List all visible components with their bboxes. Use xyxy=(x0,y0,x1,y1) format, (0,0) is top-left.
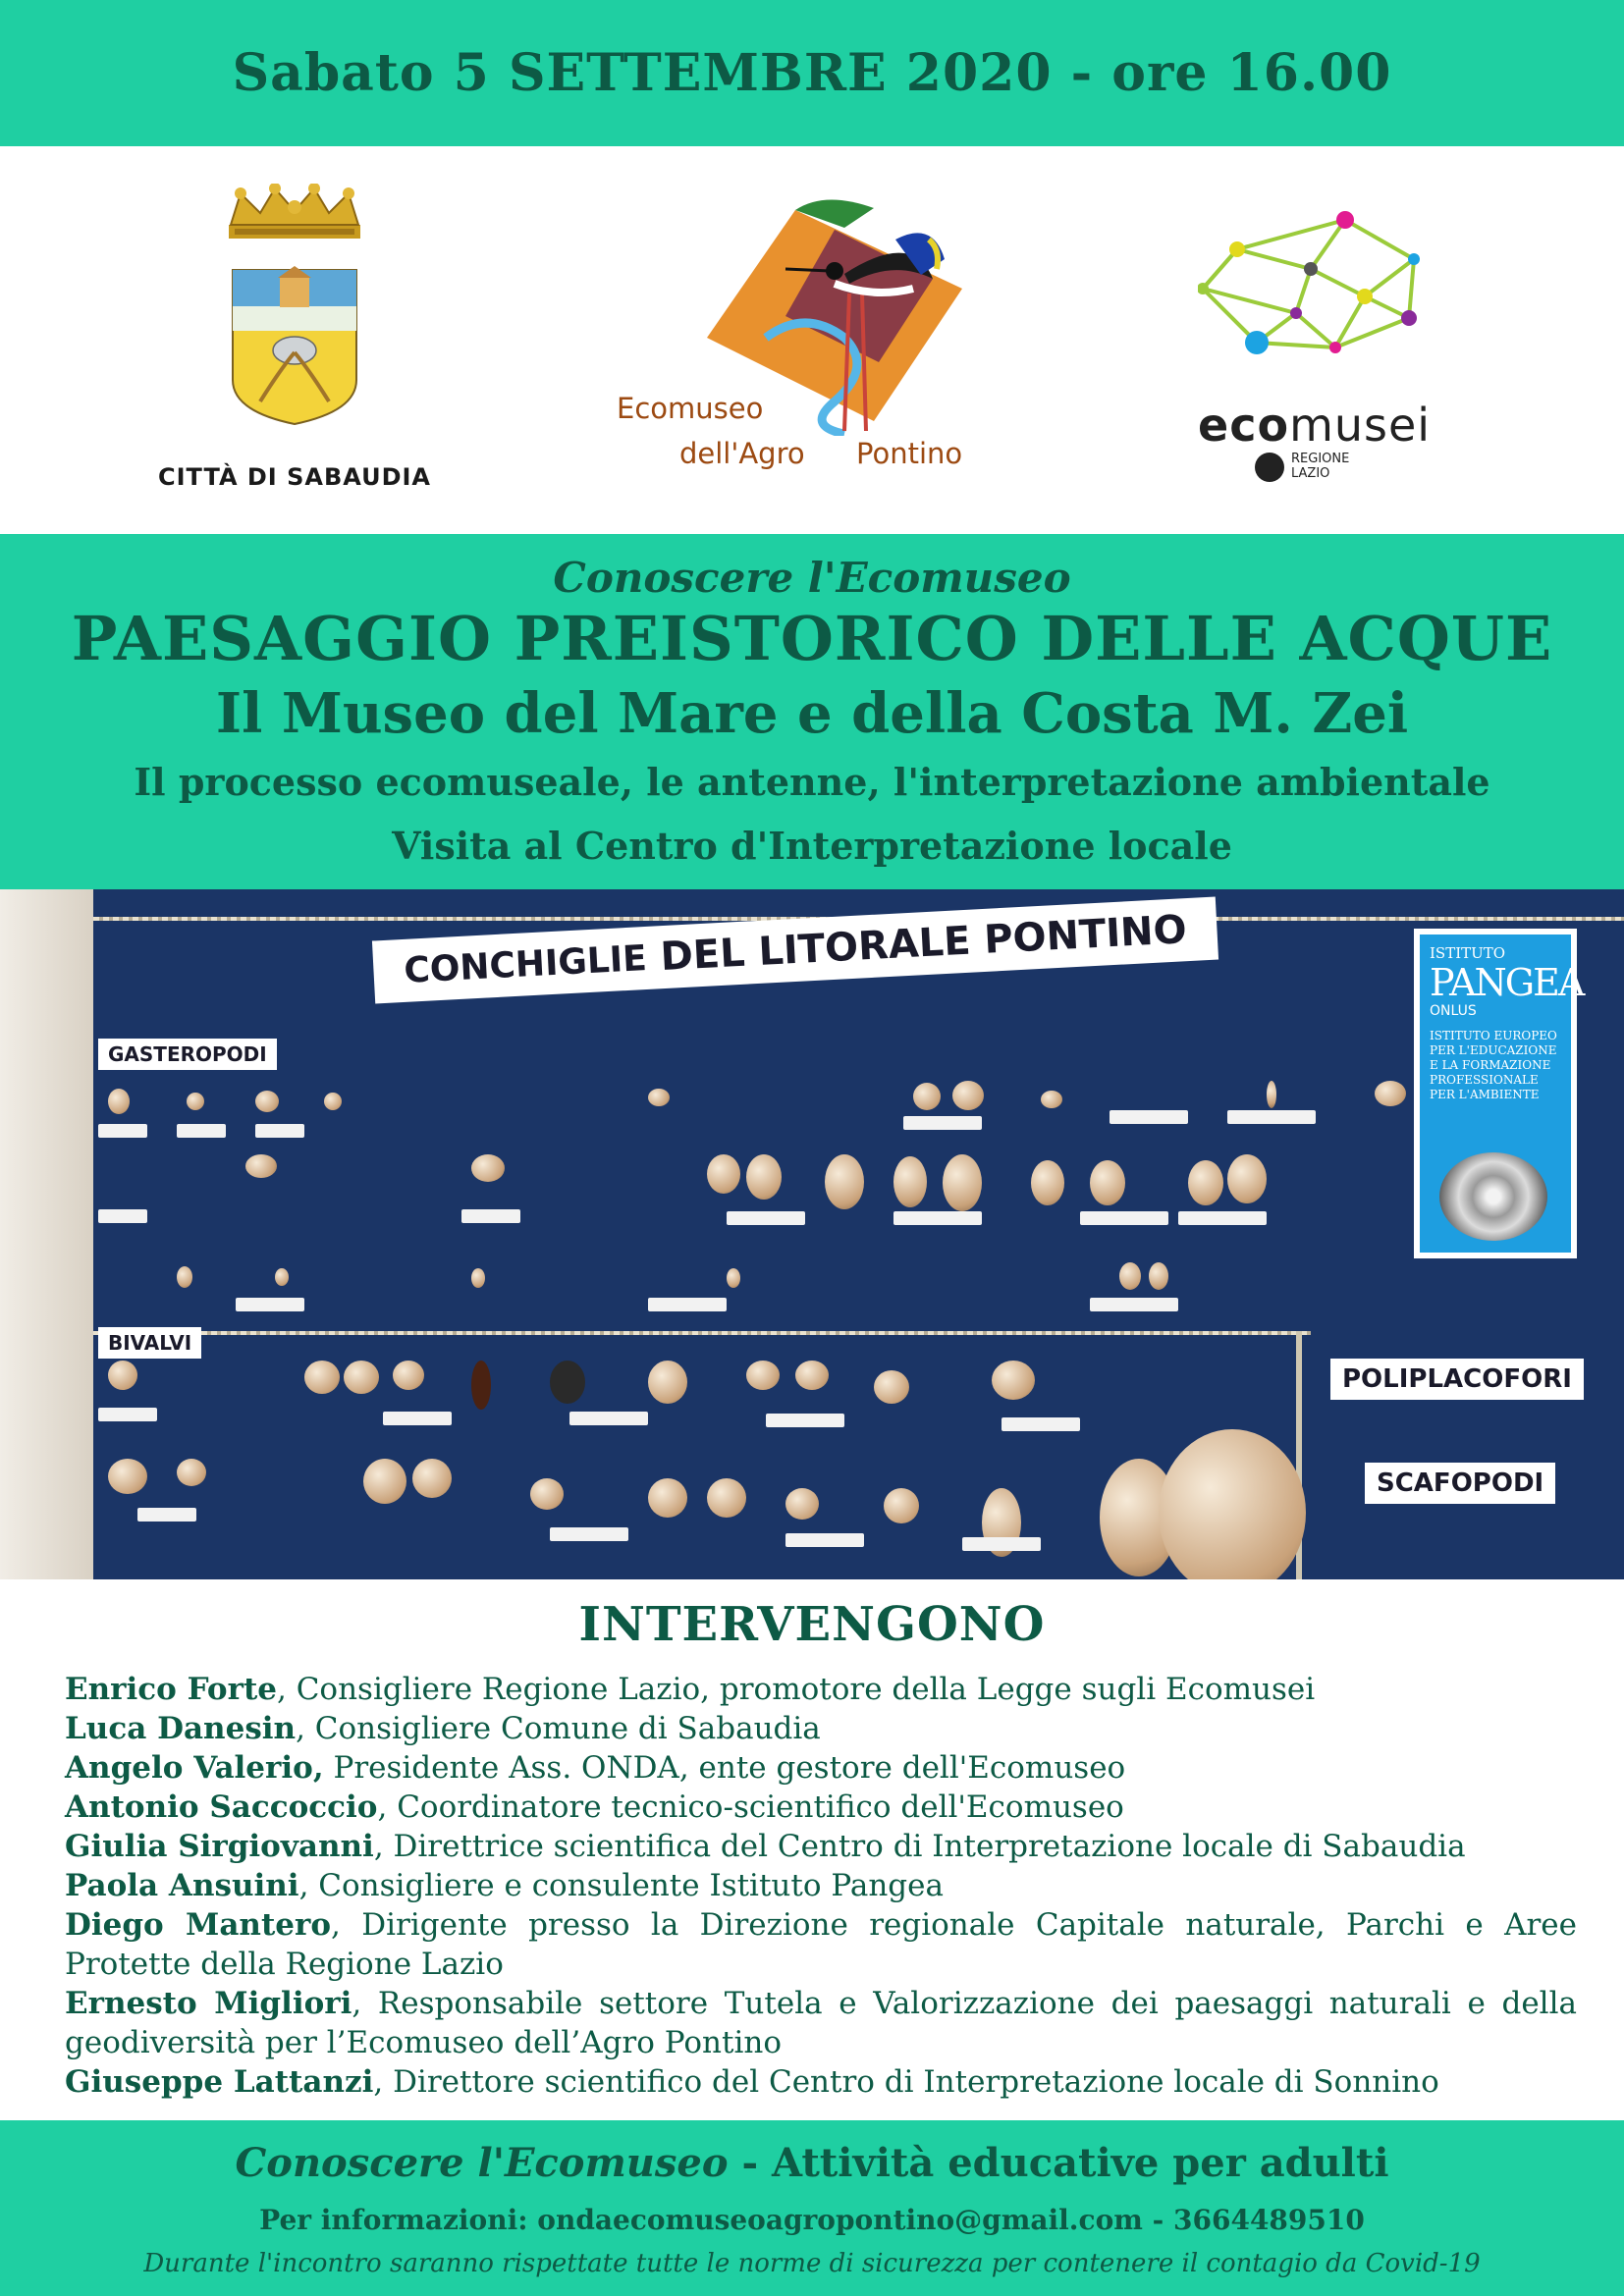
ecomuseo-label-line2: dell'Agro xyxy=(679,437,805,470)
title-line4: Visita al Centro d'Interpretazione locale xyxy=(392,824,1232,868)
pangea-desc1: ISTITUTO EUROPEO xyxy=(1430,1029,1557,1042)
speakers-section xyxy=(0,1579,1624,2120)
program-rest: - Attività educative per adulti xyxy=(728,2140,1389,2186)
pangea-desc2: PER L'EDUCAZIONE xyxy=(1430,1043,1557,1057)
speakers-heading: INTERVENGONO xyxy=(578,1597,1046,1652)
program-italic: Conoscere l'Ecomuseo xyxy=(235,2140,729,2186)
speaker-role: Presidente Ass. ONDA, ente gestore dell'Ecomuseo xyxy=(323,1750,1126,1786)
safety-note: Durante l'incontro saranno rispettate tutte le norme di sicurezza per contenere il contagio da Covid-19 xyxy=(143,2249,1481,2278)
logos-row xyxy=(0,146,1624,534)
scafopodi-label: SCAFOPODI xyxy=(1365,1463,1555,1504)
bivalvi-label: BIVALVI xyxy=(98,1327,201,1359)
footer-banner xyxy=(0,2120,1624,2296)
speaker-row xyxy=(65,1748,1577,1788)
speaker-name: Ernesto Migliori xyxy=(65,1986,352,2021)
speaker-role: , Dirigente presso la Direzione regionale Capitale naturale, Parchi e Aree Protette della Regione Lazio xyxy=(65,1907,1577,1982)
speaker-name: Paola Ansuini xyxy=(65,1868,299,1903)
pangea-desc4: PROFESSIONALE xyxy=(1430,1073,1539,1087)
ecomusei-wordmark: ecomusei xyxy=(1198,399,1432,452)
speaker-role: , Responsabile settore Tutela e Valorizzazione dei paesaggi naturali e della geodiversità per l’Ecomuseo dell’Agro Pontino xyxy=(65,1986,1577,2060)
pangea-name: PANGEA xyxy=(1430,961,1584,1004)
badge-line1: REGIONE xyxy=(1291,452,1350,466)
speaker-name: Enrico Forte xyxy=(65,1672,277,1707)
speaker-row xyxy=(65,1827,1577,1866)
regione-lazio-badge xyxy=(1291,452,1349,481)
speaker-row xyxy=(65,1984,1577,2062)
speaker-row xyxy=(65,1866,1577,1905)
wall-edge xyxy=(0,889,93,1579)
shell-row-4 xyxy=(98,1361,1571,1439)
speaker-row xyxy=(65,1670,1577,1709)
poliplacofori-label: POLIPLACOFORI xyxy=(1330,1359,1584,1400)
title-line3: Il processo ecomuseale, le antenne, l'interpretazione ambientale xyxy=(134,760,1490,804)
sabaudia-label: CITTÀ DI SABAUDIA xyxy=(157,463,431,491)
program-line xyxy=(0,2140,1624,2186)
shell-row-5 xyxy=(98,1459,1571,1557)
speaker-name: Antonio Saccoccio xyxy=(65,1789,378,1825)
sabaudia-coat-of-arms-icon xyxy=(221,184,368,439)
date-banner xyxy=(0,0,1624,146)
title-sub: Il Museo del Mare e della Costa M. Zei xyxy=(215,681,1409,746)
board-title-b: DEL LITORALE PONTINO xyxy=(659,907,1188,981)
shell-row-3 xyxy=(98,1262,1571,1321)
event-date-time: Sabato 5 SETTEMBRE 2020 - ore 16.00 xyxy=(232,43,1392,103)
speaker-row xyxy=(65,1709,1577,1748)
speaker-row xyxy=(65,2062,1577,2102)
board-title xyxy=(372,897,1218,1004)
title-main: PAESAGGIO PREISTORICO DELLE ACQUE xyxy=(71,603,1553,674)
speaker-name: Giulia Sirgiovanni xyxy=(65,1829,374,1864)
speaker-role: , Direttore scientifico del Centro di Interpretazione locale di Sonnino xyxy=(373,2064,1439,2100)
speaker-role: , Consigliere e consulente Istituto Pangea xyxy=(298,1868,944,1903)
badge-line2: LAZIO xyxy=(1291,466,1330,481)
gasteropodi-label: GASTEROPODI xyxy=(98,1039,277,1070)
shell-row-1 xyxy=(98,1081,1571,1140)
speaker-name: Diego Mantero xyxy=(65,1907,332,1943)
speaker-row xyxy=(65,1905,1577,1984)
speaker-role: , Coordinatore tecnico-scientifico dell'Ecomuseo xyxy=(377,1789,1124,1825)
title-banner xyxy=(0,534,1624,889)
speaker-role: , Direttrice scientifica del Centro di Interpretazione locale di Sabaudia xyxy=(373,1829,1466,1864)
speaker-name: Giuseppe Lattanzi xyxy=(65,2064,374,2100)
pangea-onlus: ONLUS xyxy=(1430,1003,1477,1019)
contact-info: Per informazioni: ondaecomuseoagropontino@gmail.com - 3664489510 xyxy=(259,2204,1365,2236)
ecomuseo-label-line3: Pontino xyxy=(856,437,963,470)
title-kicker: Conoscere l'Ecomuseo xyxy=(553,554,1071,602)
speaker-role: , Consigliere Regione Lazio, promotore della Legge sugli Ecomusei xyxy=(277,1672,1316,1707)
speaker-name: Angelo Valerio, xyxy=(65,1750,324,1786)
regione-lazio-icon xyxy=(1255,453,1284,482)
ecomuseo-label-line1: Ecomuseo xyxy=(617,392,764,425)
pangea-desc5: PER L'AMBIENTE xyxy=(1430,1088,1540,1101)
board-title-a: CONCHIGLIE xyxy=(403,937,648,991)
shell-collection-photo xyxy=(0,889,1624,1579)
shell-row-2 xyxy=(98,1154,1571,1233)
pangea-panel xyxy=(1414,929,1584,1258)
speaker-row xyxy=(65,1788,1577,1827)
pangea-desc3: E LA FORMAZIONE xyxy=(1430,1058,1551,1072)
rope-middle xyxy=(93,1331,1311,1335)
pangea-istituto: ISTITUTO xyxy=(1430,944,1506,962)
speaker-name: Luca Danesin xyxy=(65,1711,297,1746)
speakers-list xyxy=(65,1670,1577,2102)
ammonite-fossil-icon xyxy=(1439,1152,1547,1241)
ecomusei-network-icon xyxy=(1198,210,1434,357)
speaker-role: , Consigliere Comune di Sabaudia xyxy=(296,1711,821,1746)
pangea-panel-inner xyxy=(1420,934,1584,1253)
